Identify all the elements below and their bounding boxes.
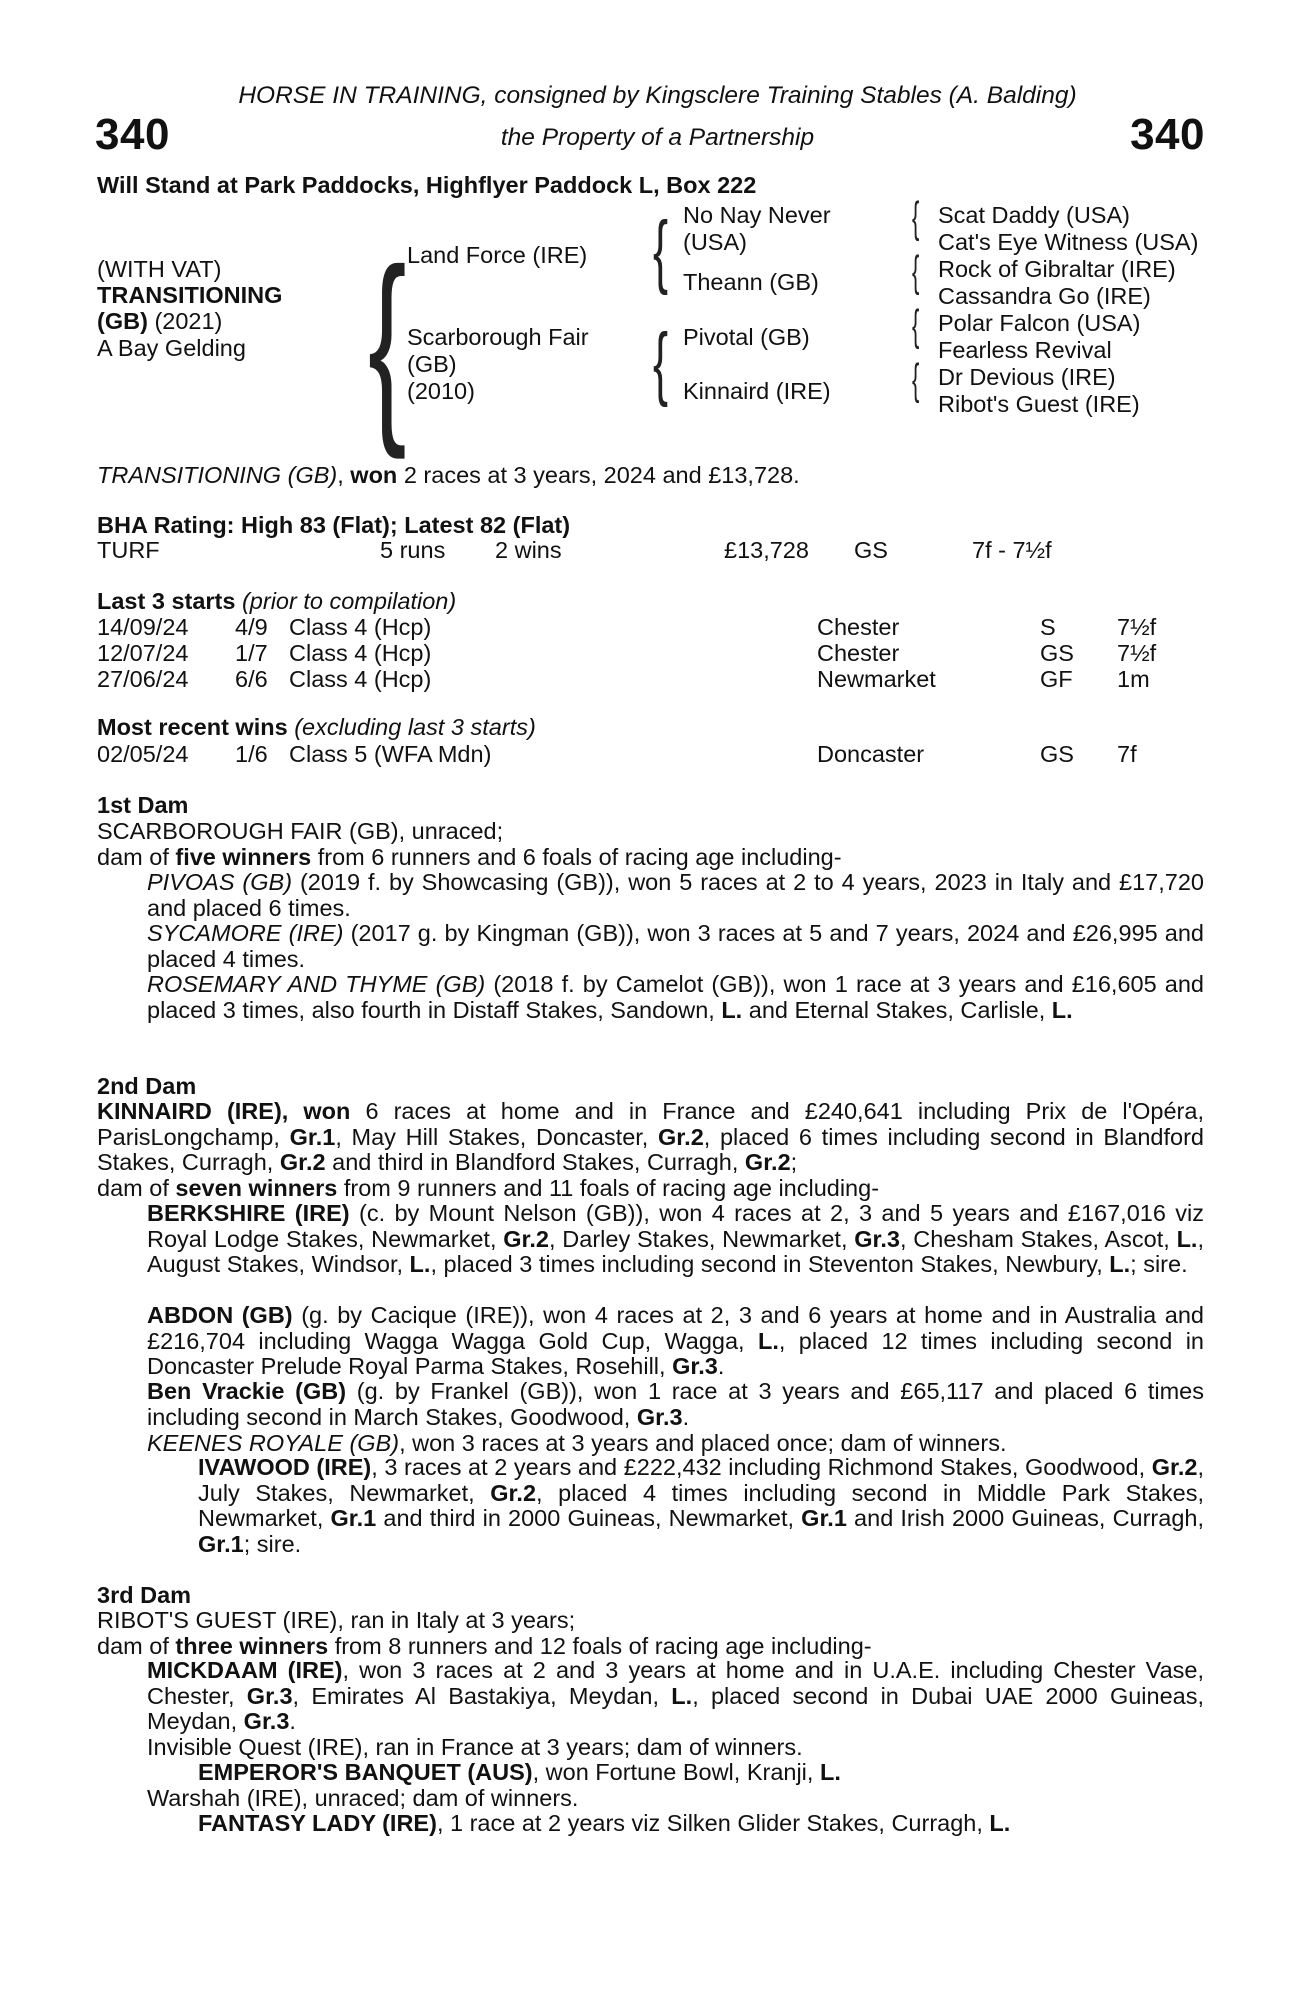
turf-runs: 5 runs [380,537,446,563]
progeny-text: (2017 g. by Kingman (GB)), won 3 races at 5 and 7 years, 2024 and £26,995 and placed 4 times. [147,920,1204,972]
progeny-text: (g. by Cacique (IRE)), won 4 races at 2, 3 and 6 years at home and in Australia and £216,704 including Wagga Wagga Gold Cup, Wagga, [147,1302,1205,1354]
progeny-name: ROSEMARY AND THYME (GB) [147,971,486,997]
progeny-warshah: Warshah (IRE), unraced; dam of winners. [147,1785,579,1811]
progeny-text: (g. by Frankel (GB)), won 1 race at 3 years and £65,117 and placed 6 times including second in March Stakes, Goodwood, [147,1378,1205,1430]
grade-mark: Gr.1 [289,1123,336,1150]
dam2-dam-of [97,1175,879,1202]
stabling-location: Will Stand at Park Paddocks, Highflyer Paddock L, Box 222 [97,172,757,198]
horse-description: A Bay Gelding [97,335,246,361]
grade-mark: Gr.3 [672,1353,718,1379]
sire: Land Force (IRE) [407,242,588,268]
grade-mark: Gr.2 [744,1149,791,1175]
progeny-text: , placed 3 times including second in Steventon Stakes, Newbury, [430,1251,1110,1277]
progeny-text: ; sire. [1130,1251,1188,1277]
turf-distance: 7f - 7½f [972,537,1052,563]
sire-brace: { [653,205,669,296]
recent-wins-heading [97,714,536,741]
progeny-text: , won 3 races at 2 and 3 years at home and in U.A.E. including Chester Vase, Chester, [147,1657,1205,1709]
progeny-emperors-banquet [198,1759,841,1786]
progeny-text: and Irish 2000 Guineas, Curragh, [846,1505,1204,1531]
dam-dam: Kinnaird (IRE) [683,378,831,404]
progeny-text: , won Fortune Bowl, Kranji, [532,1759,820,1785]
dam2-text: and third in Blandford Stakes, Curragh, [325,1149,745,1175]
row-distance: 1m [1117,666,1150,692]
progeny-name: EMPEROR'S BANQUET (AUS) [198,1759,533,1785]
progeny-text: . [682,1403,690,1430]
row-class: Class 5 (WFA Mdn) [289,741,492,767]
row-position: 6/6 [235,666,268,692]
pedigree-brace: { [368,225,407,460]
row-date: 14/09/24 [97,614,189,640]
grade-mark: Gr.1 [330,1505,377,1531]
progeny-name: SYCAMORE (IRE) [147,920,344,946]
last3-heading [97,588,456,615]
vat-note: (WITH VAT) [97,256,222,282]
row-course: Newmarket [817,666,936,692]
dam3-title: 3rd Dam [97,1582,192,1608]
progeny-text: , placed 4 times including second in Middle Park Stakes, Newmarket, [198,1479,1204,1531]
horse-name: TRANSITIONING [97,282,283,308]
progeny-name: IVAWOOD (IRE) [198,1454,372,1480]
summary-name: TRANSITIONING (GB) [97,462,338,488]
dam2-text: ; [790,1149,798,1175]
dam-of-post: from 9 runners and 11 foals of racing age including- [337,1175,880,1201]
dam-sire: Pivotal (GB) [683,324,810,350]
progeny-text: ; sire. [243,1530,302,1557]
progeny-pivoas [147,870,1204,921]
row-going: GS [1040,640,1074,666]
dam2-name: KINNAIRD (IRE), won [97,1098,351,1124]
row-course: Doncaster [817,741,925,767]
dam2-text: , May Hill Stakes, Doncaster, [335,1123,659,1150]
row-date: 02/05/24 [97,741,189,767]
listed-mark: L. [671,1682,693,1709]
sire-sire-line1: No Nay Never [683,202,831,228]
dam2-title: 2nd Dam [97,1073,197,1099]
progeny-text: , won 3 races at 3 years and placed once; dam of winners. [399,1430,1007,1456]
row-distance: 7f [1117,741,1137,767]
row-distance: 7½f [1117,614,1157,640]
progeny-text: , Darley Stakes, Newmarket, [549,1225,855,1252]
listed-mark: L. [1176,1225,1198,1252]
dam1-line: SCARBOROUGH FAIR (GB), unraced; [97,818,504,844]
race-summary: TRANSITIONING (GB), won 2 races at 3 years, 2024 and £13,728. [97,462,800,488]
dam-of-pre: dam of [97,844,176,870]
progeny-text: , July Stakes, Newmarket, [198,1454,1204,1506]
dam-of-winners: five winners [175,844,312,870]
progeny-text: , placed second in Dubai UAE 2000 Guineas, Meydan, [147,1682,1205,1734]
row-class: Class 4 (Hcp) [289,614,432,640]
progeny-text: (c. by Mount Nelson (GB)), won 4 races at 2, 3 and 5 years and £167,016 viz Royal Lodge Stakes, Newmarket, [147,1200,1204,1252]
listed-mark: L. [757,1327,779,1354]
grade-mark: Gr.1 [801,1505,847,1531]
last3-note: (prior to compilation) [241,588,457,614]
row-course: Chester [817,640,900,666]
dam-brace: { [653,317,669,408]
progeny-keenes-royale [147,1430,1006,1457]
turf-label: TURF [97,537,160,563]
row-position: 1/7 [235,640,268,666]
grade-mark: Gr.2 [490,1479,537,1506]
progeny-name: KEENES ROYALE (GB) [147,1430,400,1456]
lot-number-left: 340 [95,110,170,159]
sire-dam-dam: Cassandra Go (IRE) [938,283,1151,309]
dam-line1: Scarborough Fair [407,324,589,350]
grade-mark: Gr.3 [854,1225,900,1252]
summary-won: won [350,462,398,488]
listed-mark: L. [1109,1251,1131,1277]
horse-year: (2021) [154,308,223,334]
dam-of-winners: seven winners [175,1175,338,1201]
sire-sire-line2: (USA) [683,229,747,255]
progeny-abdon [147,1303,1204,1380]
dam1-dam-of [97,844,842,871]
listed-mark: L. [819,1759,841,1785]
grade-mark: Gr.3 [246,1682,293,1709]
progeny-text: , August Stakes, Windsor, [147,1225,1204,1277]
property-line: the Property of a Partnership [500,124,815,151]
turf-wins: 2 wins [495,537,562,563]
lot-number-right: 340 [1130,110,1205,159]
grade-mark: Gr.2 [658,1123,704,1150]
dam3-dam-of [97,1633,872,1660]
dam3-line: RIBOT'S GUEST (IRE), ran in Italy at 3 years; [97,1607,576,1633]
row-date: 12/07/24 [97,640,189,666]
progeny-berkshire [147,1201,1204,1278]
horse-origin [97,308,222,335]
row-going: S [1040,614,1056,640]
progeny-name: MICKDAAM (IRE) [147,1657,343,1683]
row-course: Chester [817,614,900,640]
row-date: 27/06/24 [97,666,189,692]
brace-4: { [912,355,920,404]
progeny-text: , 1 race at 2 years viz Silken Glider Stakes, Curragh, [436,1810,990,1836]
progeny-text: . [717,1353,725,1379]
row-distance: 7½f [1117,640,1157,666]
row-position: 4/9 [235,614,268,640]
progeny-text: and third in 2000 Guineas, Newmarket, [376,1505,802,1531]
dam1-title: 1st Dam [97,792,189,818]
row-class: Class 4 (Hcp) [289,666,432,692]
consignor-line: HORSE IN TRAINING, consigned by Kingsclere Training Stables (A. Balding) [238,82,1077,109]
row-going: GS [1040,741,1074,767]
last3-title: Last 3 starts [97,588,236,614]
sire-dam: Theann (GB) [683,269,819,295]
progeny-name: FANTASY LADY (IRE) [198,1810,437,1836]
sire-sire-sire: Scat Daddy (USA) [938,202,1130,228]
progeny-name: BERKSHIRE (IRE) [147,1200,350,1226]
summary-text: 2 races at 3 years, 2024 and £13,728. [397,462,800,488]
listed-mark: L. [409,1251,431,1277]
progeny-text: (2018 f. by Camelot (GB)), won 1 race at 3 years and £16,605 and placed 3 times, also fourth in Distaff Stakes, Sandown, [147,971,1204,1023]
grade-mark: Gr.3 [243,1708,290,1734]
recent-note: (excluding last 3 starts) [294,714,536,740]
dam-line2: (GB) [407,351,457,377]
brace-1: { [912,193,920,242]
dam-of-post: from 8 runners and 12 foals of racing age including- [328,1633,872,1659]
grade-mark: Gr.2 [279,1149,326,1175]
progeny-ivawood [198,1455,1204,1557]
progeny-ben-vrackie [147,1379,1204,1430]
row-going: GF [1040,666,1073,692]
brace-2: { [912,247,920,296]
dam-dam-dam: Ribot's Guest (IRE) [938,391,1140,417]
progeny-text: (2019 f. by Showcasing (GB)), won 5 races at 2 to 4 years, 2023 in Italy and £17,720 and placed 6 times. [147,869,1204,921]
listed-mark: L. [721,996,743,1023]
progeny-text: , 3 races at 2 years and £222,432 including Richmond Stakes, Goodwood, [371,1454,1152,1480]
grade-mark: Gr.3 [636,1403,683,1430]
progeny-sycamore [147,921,1204,972]
dam-of-post: from 6 runners and 6 foals of racing age including- [311,844,842,870]
progeny-rosemary [147,972,1204,1023]
row-position: 1/6 [235,741,268,767]
dam2-text: 6 races at home and in France and £240,641 including Prix de l'Opéra, ParisLongchamp, [97,1098,1204,1150]
dam-line3: (2010) [407,378,475,404]
bha-rating: BHA Rating: High 83 (Flat); Latest 82 (Flat) [97,512,571,538]
progeny-text: , placed 12 times including second in Doncaster Prelude Royal Parma Stakes, Rosehill, [147,1327,1204,1379]
dam-of-winners: three winners [175,1633,329,1659]
grade-mark: Gr.1 [198,1530,244,1557]
grade-mark: Gr.2 [503,1225,549,1252]
horse-country: (GB) [97,308,148,334]
brace-3: { [912,301,920,350]
progeny-text: . [289,1708,296,1734]
turf-prize: £13,728 [724,537,809,563]
progeny-fantasy-lady [198,1810,1010,1837]
progeny-name: PIVOAS (GB) [147,869,293,895]
progeny-name: Ben Vrackie (GB) [147,1378,347,1404]
dam-of-pre: dam of [97,1633,176,1659]
progeny-mickdaam [147,1658,1204,1735]
sire-sire-dam: Cat's Eye Witness (USA) [938,229,1199,255]
dam-dam-sire: Dr Devious (IRE) [938,364,1116,390]
dam2-record [97,1099,1204,1176]
dam-sire-sire: Polar Falcon (USA) [938,310,1141,336]
dam-of-pre: dam of [97,1175,176,1201]
progeny-text: , Emirates Al Bastakiya, Meydan, [292,1682,672,1709]
turf-going: GS [854,537,888,563]
dam-sire-dam: Fearless Revival [938,337,1112,363]
row-class: Class 4 (Hcp) [289,640,432,666]
sire-dam-sire: Rock of Gibraltar (IRE) [938,256,1176,282]
recent-title: Most recent wins [97,714,288,740]
progeny-invisible-quest: Invisible Quest (IRE), ran in France at 3 years; dam of winners. [147,1734,803,1760]
progeny-text: , Chesham Stakes, Ascot, [900,1225,1177,1252]
dam2-text: , placed 6 times including second in Blandford Stakes, Curragh, [97,1123,1205,1175]
listed-mark: L. [1051,996,1073,1023]
progeny-text: and Eternal Stakes, Carlisle, [742,996,1052,1023]
grade-mark: Gr.2 [1151,1454,1198,1480]
progeny-name: ABDON (GB) [147,1302,293,1328]
listed-mark: L. [989,1810,1011,1836]
